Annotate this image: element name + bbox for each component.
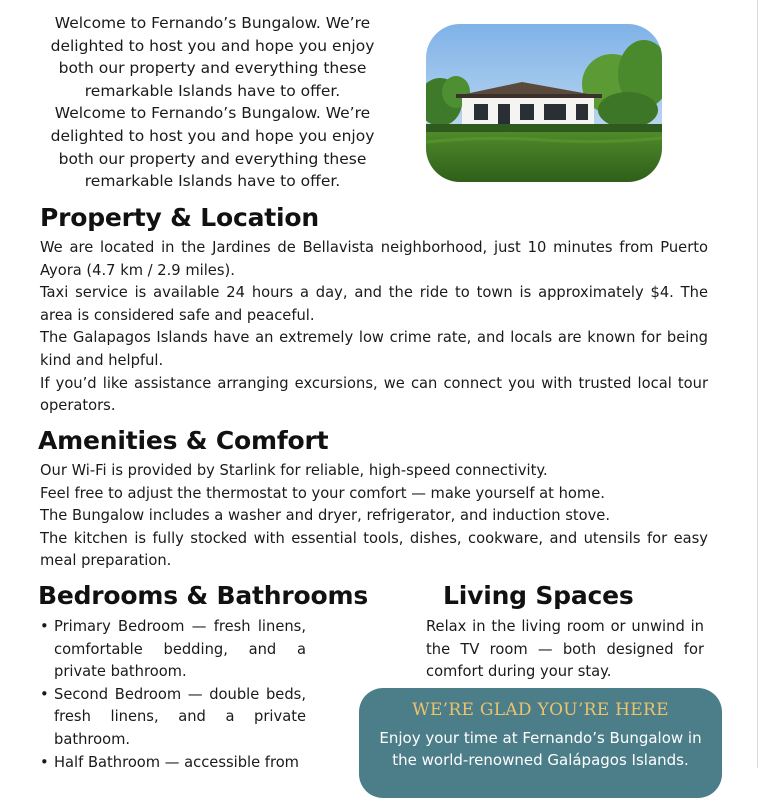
glad-banner-title: WE’RE GLAD YOU’RE HERE — [412, 700, 669, 720]
property-paragraph: We are located in the Jardines de Bellavista neighborhood, just 10 minutes from Puerto Ayora (4.7 km / 2.9 miles). — [40, 239, 708, 279]
bedrooms-bathrooms-heading: Bedrooms & Bathrooms — [38, 581, 369, 610]
amenities-paragraph: Our Wi-Fi is provided by Starlink for reliable, high-speed connectivity. — [40, 462, 548, 479]
welcome-paragraph: Welcome to Fernando’s Bungalow. We’re delighted to host you and hope you enjoy both our property and everything these remarkable Islands have to offer. — [50, 104, 375, 191]
property-location-heading: Property & Location — [40, 203, 319, 232]
list-item: • Half Bathroom — accessible from — [40, 752, 306, 775]
property-paragraph: The Galapagos Islands have an extremely low crime rate, and locals are known for being kind and helpful. — [40, 329, 708, 369]
amenities-paragraph: Feel free to adjust the thermostat to your comfort — make yourself at home. — [40, 484, 605, 502]
living-spaces-heading: Living Spaces — [443, 581, 634, 610]
glad-banner-text: Enjoy your time at Fernando’s Bungalow in the world-renowned Galápagos Islands. — [379, 729, 702, 769]
property-paragraph: Taxi service is available 24 hours a day, and the ride to town is approximately $4. The area is considered safe and peaceful. — [40, 284, 708, 324]
welcome-message — [40, 12, 385, 193]
property-location-text — [40, 237, 708, 418]
bedrooms-list — [40, 616, 306, 774]
glad-banner — [359, 688, 722, 798]
bungalow-photo-icon — [426, 24, 662, 182]
amenities-comfort-text — [40, 460, 708, 573]
property-paragraph: If you’d like assistance arranging excursions, we can connect you with trusted local tour operators. — [40, 374, 708, 415]
list-item: • Primary Bedroom — fresh linens, comfortable bedding, and a private bathroom. — [40, 616, 306, 684]
bungalow-photo — [426, 24, 662, 182]
list-item: • Second Bedroom — double beds, fresh linens, and a private bathroom. — [40, 684, 306, 752]
amenities-paragraph: The kitchen is fully stocked with essential tools, dishes, cookware, and utensils for easy meal preparation. — [40, 529, 708, 570]
amenities-comfort-heading: Amenities & Comfort — [38, 426, 329, 455]
living-spaces-text: Relax in the living room or unwind in the TV room — both designed for comfort during your stay. — [426, 618, 704, 681]
page-edge-rule — [757, 0, 758, 768]
welcome-paragraph: Welcome to Fernando’s Bungalow. We’re delighted to host you and hope you enjoy both our property and everything these remarkable Islands have to offer. — [50, 14, 375, 100]
amenities-paragraph: The Bungalow includes a washer and dryer, refrigerator, and induction stove. — [40, 507, 610, 525]
